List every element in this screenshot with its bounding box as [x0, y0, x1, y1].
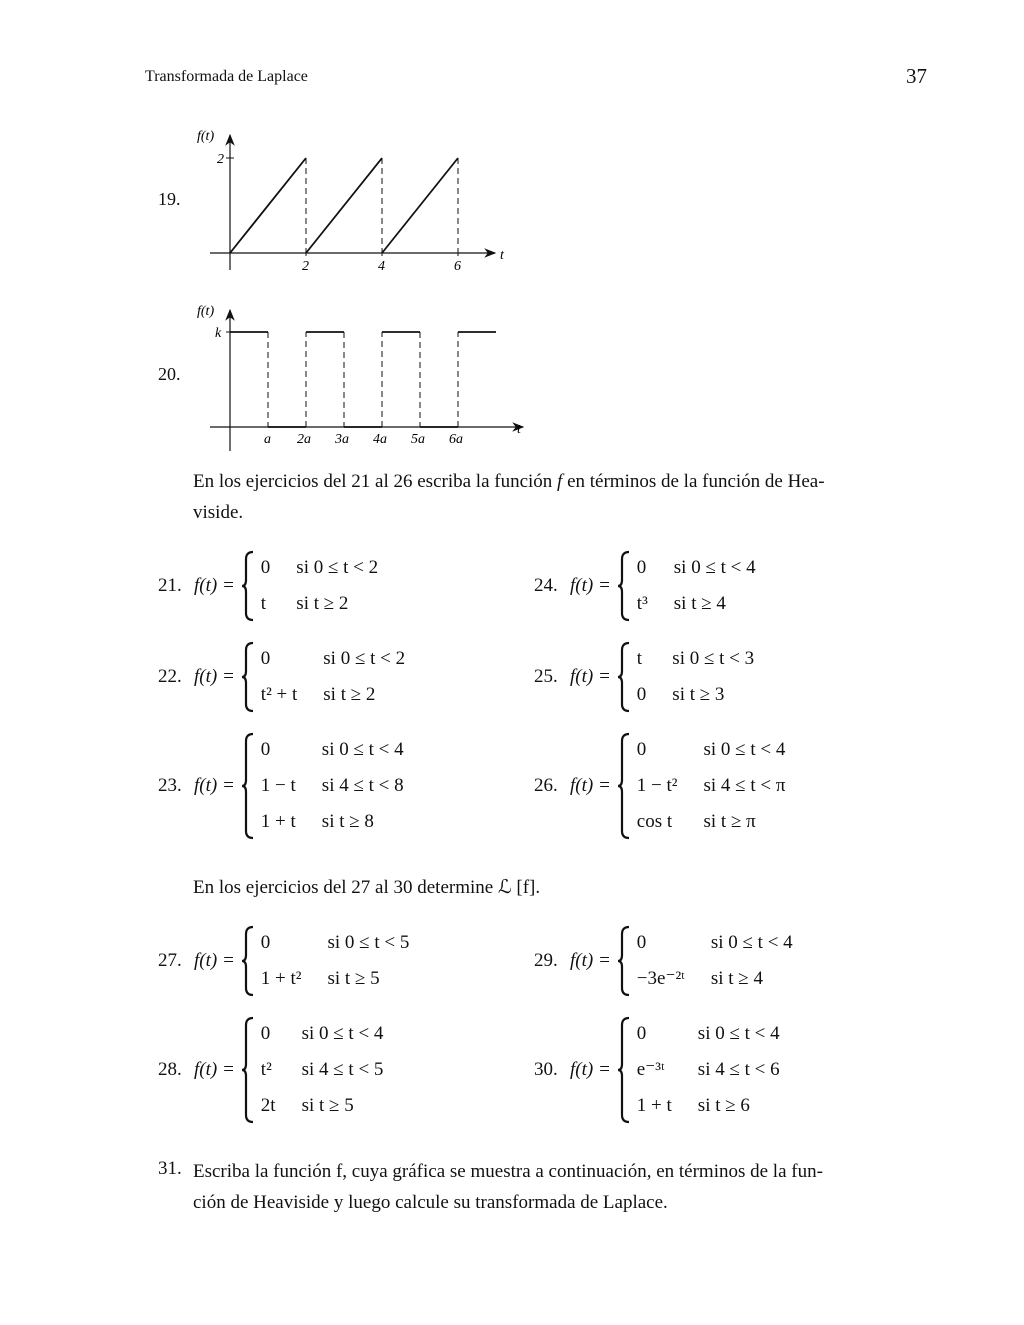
exercise-22: [158, 641, 405, 713]
function-lhs: f(t) =: [570, 575, 611, 596]
case-expression: 0: [260, 557, 271, 578]
case-condition: si 0 ≤ t < 2: [296, 557, 379, 578]
x-tick-label: 6: [454, 259, 461, 274]
x-tick-label: 4: [378, 259, 385, 274]
case-condition: si t ≥ 8: [321, 811, 374, 832]
case-expression: 1 − t²: [636, 775, 678, 796]
ramp-segment: [306, 158, 382, 253]
case-expression: 1 + t: [260, 811, 296, 832]
case-expression: −3e⁻²ᵗ: [636, 968, 685, 989]
case-expression: 0: [636, 1023, 647, 1044]
cases-block: [261, 550, 378, 622]
case-expression: 1 + t²: [260, 968, 302, 989]
case-condition: si 0 ≤ t < 5: [327, 932, 410, 953]
case-expression: t: [260, 593, 267, 614]
case-expression: 0: [636, 684, 647, 705]
exercise-label: 23.: [158, 775, 182, 796]
left-brace: [241, 1016, 255, 1124]
case-expression: 0: [260, 648, 271, 669]
function-lhs: f(t) =: [194, 775, 235, 796]
function-lhs: f(t) =: [570, 950, 611, 971]
function-lhs: f(t) =: [570, 666, 611, 687]
case-expression: 0: [260, 1023, 271, 1044]
cases-block: [637, 1016, 780, 1124]
case-condition: si t ≥ 5: [301, 1095, 354, 1116]
case-condition: si 0 ≤ t < 2: [323, 648, 406, 669]
function-lhs: f(t) =: [194, 575, 235, 596]
case-expression: t² + t: [260, 684, 298, 705]
case-condition: si 0 ≤ t < 3: [672, 648, 755, 669]
exercise-31-text: Escriba la función f, cuya gráfica se muestra a continuación, en términos de la fun- ción de Heaviside y luego calcule su transformada de Laplace.: [193, 1161, 823, 1213]
cases-block: [261, 732, 404, 840]
ramp-segment: [382, 158, 458, 253]
y-axis-label: f(t): [197, 304, 215, 319]
case-expression: 0: [636, 739, 647, 760]
exercise-25: [534, 641, 754, 713]
left-brace: [241, 925, 255, 997]
cases-block: [261, 641, 405, 713]
left-brace: [241, 641, 255, 713]
instructions-27-30: En los ejercicios del 27 al 30 determine ℒ [f].: [193, 877, 541, 898]
function-lhs: f(t) =: [194, 1059, 235, 1080]
case-condition: si 0 ≤ t < 4: [321, 739, 404, 760]
case-condition: si t ≥ 4: [673, 593, 726, 614]
case-expression: cos t: [636, 811, 673, 832]
exercise-21: [158, 550, 378, 622]
exercise-label: 27.: [158, 950, 182, 971]
case-expression: 1 + t: [636, 1095, 672, 1116]
case-condition: si t ≥ π: [703, 811, 756, 832]
square-wave-chart: [195, 296, 535, 456]
exercise-number-31: 31.: [158, 1158, 182, 1179]
exercise-label: 30.: [534, 1059, 558, 1080]
exercise-number-20: 20.: [158, 364, 181, 384]
case-expression: 1 − t: [260, 775, 296, 796]
cases-block: [637, 550, 756, 622]
y-tick-label: k: [215, 326, 222, 341]
left-brace: [617, 641, 631, 713]
case-condition: si t ≥ 4: [710, 968, 763, 989]
y-axis-label: f(t): [197, 129, 215, 144]
exercise-29: [534, 925, 793, 997]
exercise-label: 29.: [534, 950, 558, 971]
case-expression: t: [636, 648, 643, 669]
case-condition: si t ≥ 6: [697, 1095, 750, 1116]
instructions-21-26: En los ejercicios del 21 al 26 escriba la función f en términos de la función de Hea- viside.: [193, 471, 825, 523]
case-condition: si 0 ≤ t < 4: [673, 557, 756, 578]
exercise-27: [158, 925, 409, 997]
left-brace: [617, 732, 631, 840]
cases-block: [637, 641, 754, 713]
exercise-28: [158, 1016, 383, 1124]
exercise-label: 26.: [534, 775, 558, 796]
sawtooth-chart: [195, 120, 525, 280]
exercise-label: 25.: [534, 666, 558, 687]
x-tick-label: 6a: [449, 432, 463, 447]
case-expression: t³: [636, 593, 648, 614]
left-brace: [241, 550, 255, 622]
x-axis-label: t: [517, 422, 521, 437]
case-expression: 0: [636, 557, 647, 578]
exercise-30: [534, 1016, 780, 1124]
case-condition: si 0 ≤ t < 4: [710, 932, 793, 953]
case-condition: si 0 ≤ t < 4: [703, 739, 786, 760]
case-expression: 0: [260, 932, 271, 953]
case-condition: si t ≥ 5: [327, 968, 380, 989]
x-tick-label: 5a: [411, 432, 425, 447]
exercise-label: 21.: [158, 575, 182, 596]
left-brace: [241, 732, 255, 840]
case-expression: e⁻³ᵗ: [636, 1059, 665, 1080]
function-lhs: f(t) =: [194, 950, 235, 971]
exercise-24: [534, 550, 756, 622]
function-lhs: f(t) =: [570, 775, 611, 796]
case-condition: si 4 ≤ t < 6: [697, 1059, 780, 1080]
exercise-26: [534, 732, 785, 840]
case-condition: si 4 ≤ t < 8: [321, 775, 404, 796]
x-tick-label: 4a: [373, 432, 387, 447]
cases-block: [261, 925, 410, 997]
case-condition: si 4 ≤ t < 5: [301, 1059, 384, 1080]
ramp-segment: [230, 158, 306, 253]
case-condition: si t ≥ 2: [296, 593, 349, 614]
case-expression: 0: [636, 932, 647, 953]
left-brace: [617, 925, 631, 997]
case-condition: si t ≥ 2: [323, 684, 376, 705]
case-condition: si 0 ≤ t < 4: [301, 1023, 384, 1044]
cases-block: [261, 1016, 384, 1124]
function-lhs: f(t) =: [194, 666, 235, 687]
cases-block: [637, 732, 786, 840]
case-expression: 0: [260, 739, 271, 760]
case-condition: si 0 ≤ t < 4: [697, 1023, 780, 1044]
case-expression: t²: [260, 1059, 272, 1080]
x-tick-label: 2: [302, 259, 309, 274]
x-tick-label: 3a: [335, 432, 349, 447]
exercise-23: [158, 732, 404, 840]
page-number: 37: [906, 64, 927, 88]
exercise-label: 24.: [534, 575, 558, 596]
y-tick-label: 2: [217, 152, 224, 167]
left-brace: [617, 1016, 631, 1124]
x-tick-label: a: [264, 432, 271, 447]
x-axis-label: t: [500, 248, 504, 263]
function-lhs: f(t) =: [570, 1059, 611, 1080]
exercise-label: 22.: [158, 666, 182, 687]
x-tick-label: 2a: [297, 432, 311, 447]
case-condition: si 4 ≤ t < π: [703, 775, 786, 796]
cases-block: [637, 925, 793, 997]
running-header: Transformada de Laplace: [145, 68, 308, 85]
left-brace: [617, 550, 631, 622]
case-expression: 2t: [260, 1095, 276, 1116]
exercise-label: 28.: [158, 1059, 182, 1080]
case-condition: si t ≥ 3: [672, 684, 725, 705]
exercise-number-19: 19.: [158, 189, 181, 209]
